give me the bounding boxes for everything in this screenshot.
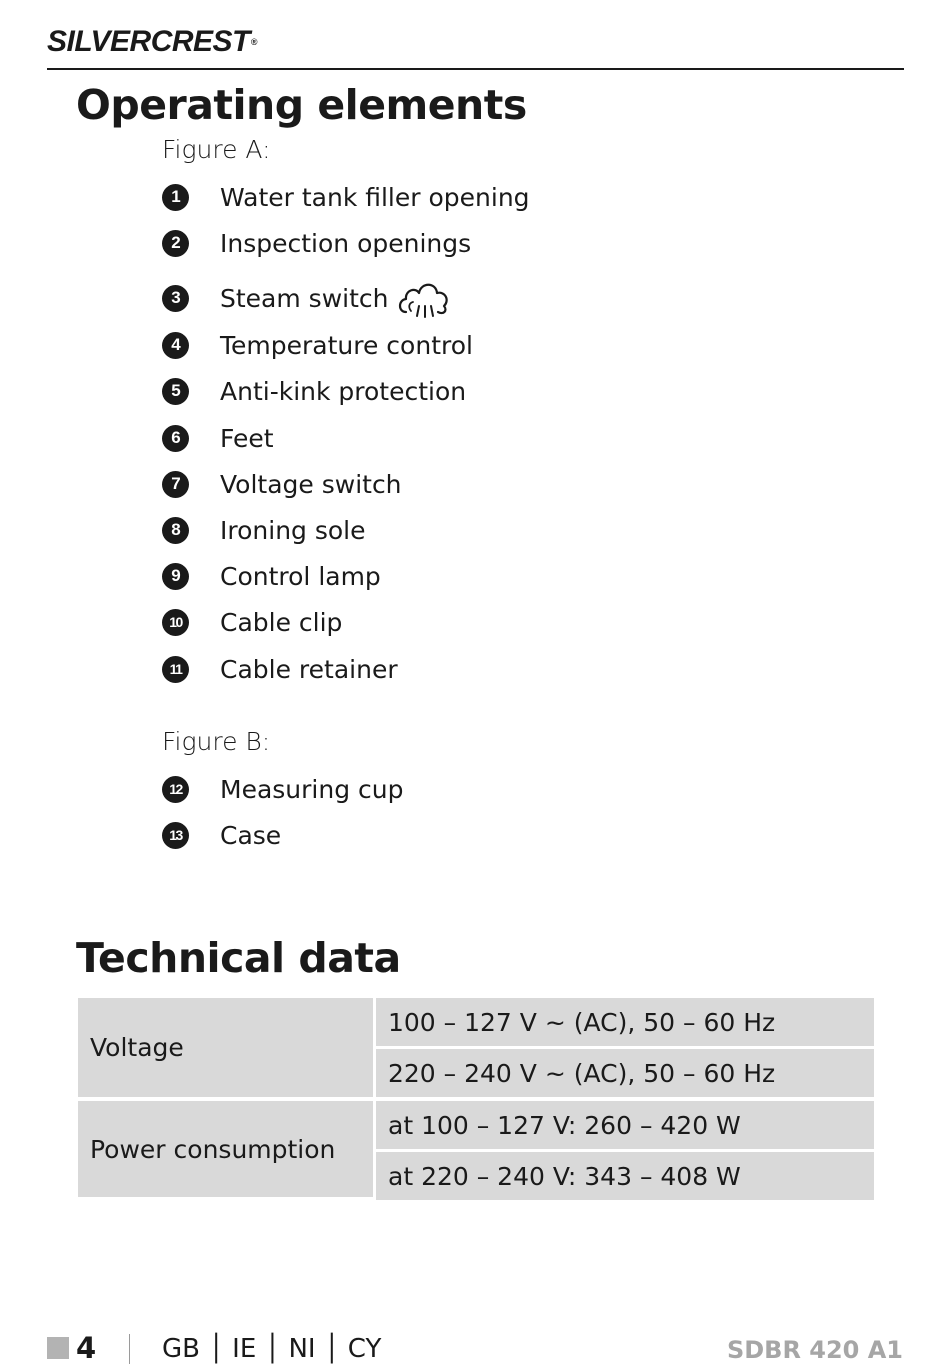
list-item xyxy=(162,467,402,501)
list-item xyxy=(162,328,473,362)
table-key-cell: Voltage xyxy=(78,998,376,1101)
item-number-badge: 6 xyxy=(162,425,189,452)
table-row xyxy=(78,1101,874,1152)
item-label: Voltage switch xyxy=(220,469,402,499)
item-number-badge: 5 xyxy=(162,378,189,405)
figure-b-label: Figure B: xyxy=(162,727,271,756)
item-label: Cable clip xyxy=(220,607,343,637)
list-item xyxy=(162,559,381,593)
footer-divider xyxy=(129,1334,130,1364)
registered-mark: ® xyxy=(250,37,258,47)
list-item xyxy=(162,226,471,260)
brand-name: SILVERCREST xyxy=(47,25,250,58)
operating-elements-heading: Operating elements xyxy=(76,81,527,129)
list-item xyxy=(162,180,530,214)
item-number-badge: 10 xyxy=(162,609,189,636)
item-label: Cable retainer xyxy=(220,654,398,684)
item-number-badge: 12 xyxy=(162,776,189,803)
item-number-badge: 1 xyxy=(162,184,189,211)
item-number-badge: 9 xyxy=(162,563,189,590)
table-value-cell: at 220 – 240 V: 343 – 408 W xyxy=(376,1152,874,1200)
item-number-badge: 11 xyxy=(162,656,189,683)
technical-data-table xyxy=(78,998,874,1200)
list-item xyxy=(162,513,366,547)
item-label: Inspection openings xyxy=(220,228,472,258)
item-label: Feet xyxy=(220,423,274,453)
brand-logo xyxy=(47,22,257,62)
page-number: 4 xyxy=(76,1331,97,1365)
list-item xyxy=(162,772,403,806)
item-label: Measuring cup xyxy=(220,774,404,804)
item-number-badge: 3 xyxy=(162,285,189,312)
list-item xyxy=(162,652,398,686)
model-number: SDBR 420 A1 xyxy=(726,1336,903,1364)
list-item xyxy=(162,281,452,315)
item-label: Ironing sole xyxy=(220,515,366,545)
technical-data-heading: Technical data xyxy=(76,934,401,982)
item-number-badge: 7 xyxy=(162,471,189,498)
item-number-badge: 8 xyxy=(162,517,189,544)
language-codes: GB │ IE │ NI │ CY xyxy=(162,1334,382,1364)
item-label: Control lamp xyxy=(220,561,381,591)
item-number-badge: 2 xyxy=(162,230,189,257)
list-item xyxy=(162,421,274,455)
figure-a-label: Figure A: xyxy=(162,135,271,164)
list-item xyxy=(162,374,466,408)
list-item xyxy=(162,605,342,639)
table-row xyxy=(78,998,874,1049)
item-number-badge: 4 xyxy=(162,332,189,359)
header-rule xyxy=(47,68,904,70)
item-label: Water tank filler opening xyxy=(220,182,530,212)
item-label: Temperature control xyxy=(220,330,473,360)
footer-square-marker xyxy=(47,1337,69,1359)
table-value-cell: 220 – 240 V ~ (AC), 50 – 60 Hz xyxy=(376,1049,874,1101)
table-value-cell: at 100 – 127 V: 260 – 420 W xyxy=(376,1101,874,1152)
item-label: Case xyxy=(220,820,282,850)
item-number-badge: 13 xyxy=(162,822,189,849)
item-label: Anti-kink protection xyxy=(220,376,467,406)
steam-cloud-icon xyxy=(396,276,452,320)
table-key-cell: Power consumption xyxy=(78,1101,376,1200)
table-value-cell: 100 – 127 V ~ (AC), 50 – 60 Hz xyxy=(376,998,874,1049)
list-item xyxy=(162,818,281,852)
item-label: Steam switch xyxy=(220,283,389,313)
